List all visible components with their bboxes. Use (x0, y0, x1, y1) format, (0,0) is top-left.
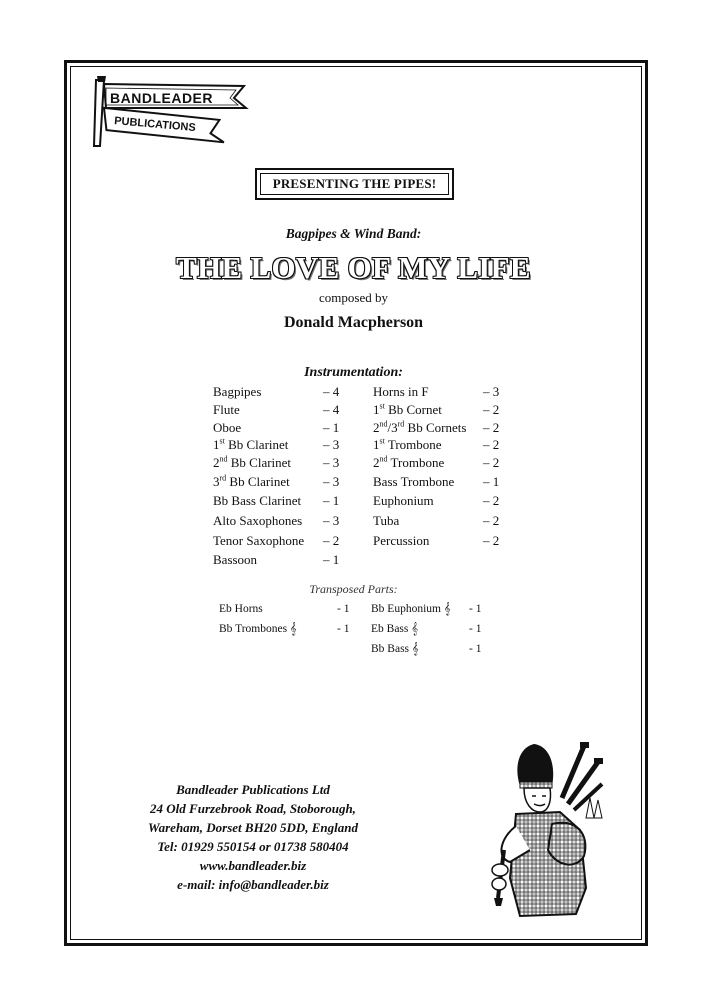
transposed-row: Eb Bass 𝄞 - 1 (371, 623, 482, 635)
transposed-parts-heading: Transposed Parts: (309, 582, 398, 596)
page-title: THE LOVE OF MY LIFE (176, 250, 531, 285)
telephone: Tel: 01929 550154 or 01738 580404 (157, 839, 349, 854)
company-name: Bandleader Publications Ltd (176, 782, 330, 797)
composed-by-label: composed by (319, 290, 388, 305)
logo-line1: BANDLEADER (110, 90, 213, 106)
transposed-row: Bb Trombones 𝄞 - 1 (219, 623, 350, 635)
composer-name: Donald Macpherson (283, 314, 424, 331)
address-street: 24 Old Furzebrook Road, Stoborough, (150, 801, 356, 816)
bagpiper-icon (490, 738, 608, 920)
address-town: Wareham, Dorset BH20 5DD, England (148, 820, 358, 835)
bandleader-logo-icon (86, 72, 256, 150)
transposed-row: Bb Bass 𝄞 - 1 (371, 643, 482, 655)
transposed-row: Bb Euphonium 𝄞 - 1 (371, 603, 482, 615)
banner-text: PRESENTING THE PIPES! (260, 173, 449, 195)
website-link[interactable]: www.bandleader.biz (199, 858, 307, 873)
presenting-banner (255, 168, 454, 200)
publisher-address (118, 780, 388, 894)
subtitle: Bagpipes & Wind Band: (285, 226, 422, 241)
instrumentation-heading: Instrumentation: (304, 365, 403, 380)
email-link[interactable]: e-mail: info@bandleader.biz (177, 877, 329, 892)
transposed-row: Eb Horns - 1 (219, 603, 350, 615)
logo-line2: PUBLICATIONS (113, 115, 197, 135)
